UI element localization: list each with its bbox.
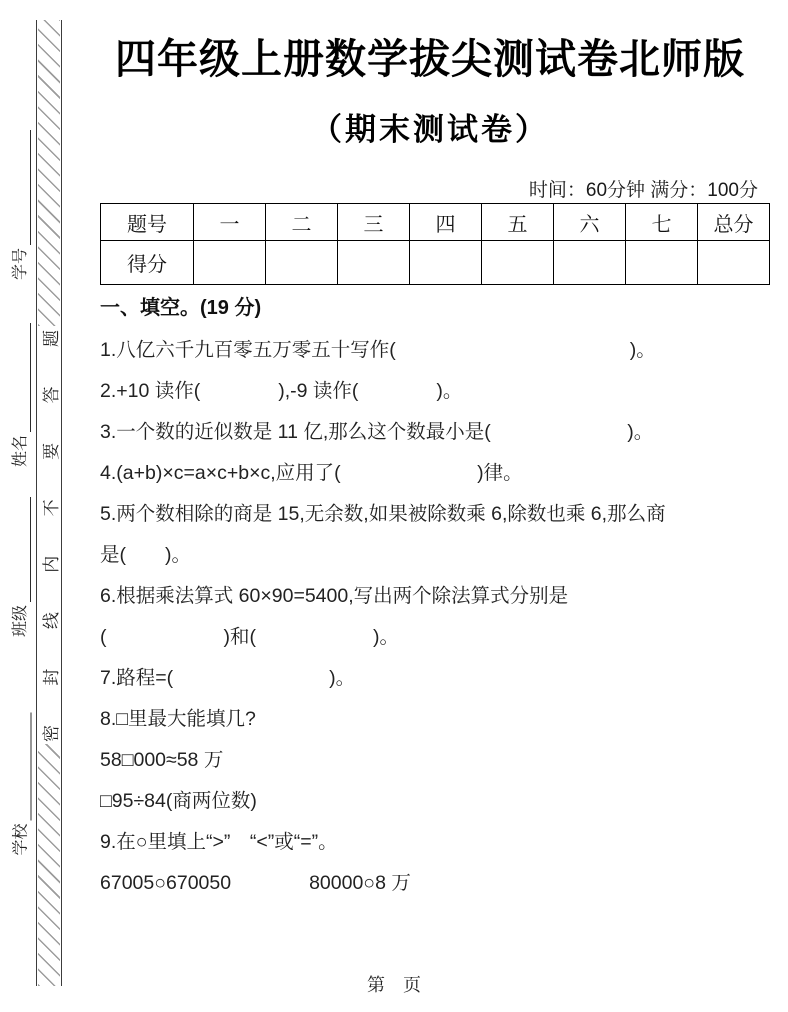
score-table-header-row	[101, 204, 770, 241]
question-line: 2.+10 读作( ),-9 读作( )。	[100, 380, 463, 402]
score-table-score-row	[101, 241, 770, 285]
score-table	[100, 203, 770, 285]
score-table-cell: 题号	[101, 204, 194, 241]
time-score-info: 时间：60分钟 满分：100分	[528, 180, 758, 201]
section-heading: 一、填空。(19 分)	[100, 297, 262, 319]
seal-char: 线	[41, 612, 61, 630]
student-name-label: 姓名	[12, 434, 29, 467]
score-table-cell: 总分	[698, 204, 770, 241]
student-school-blank-line	[9, 713, 32, 821]
score-table-empty-cell	[698, 241, 770, 285]
question-line: 4.(a+b)×c=a×c+b×c,应用了( )律。	[100, 462, 523, 484]
questions-section	[100, 292, 776, 904]
question-line: 1.八亿六千九百零五万零五十写作( )。	[100, 339, 656, 361]
score-table-empty-cell	[266, 241, 338, 285]
seal-line-band	[36, 20, 62, 986]
student-school-label: 学校	[12, 823, 30, 856]
seal-char: 答	[41, 386, 61, 404]
score-table-empty-cell	[482, 241, 554, 285]
paper-title: 四年级上册数学拔尖测试卷北师版	[115, 36, 745, 82]
score-table-cell: 一	[194, 204, 266, 241]
student-class-field	[9, 497, 31, 637]
question-line: 8.□里最大能填几?	[100, 708, 256, 730]
score-table-cell: 五	[482, 204, 554, 241]
score-table-cell: 二	[266, 204, 338, 241]
score-table-cell: 得分	[101, 241, 194, 285]
student-class-label: 班级	[12, 604, 29, 637]
question-line: 67005○670050 80000○8 万	[100, 872, 411, 894]
question-line: 9.在○里填上“>” “<”或“=”。	[100, 831, 338, 853]
question-line: ( )和( )。	[100, 626, 399, 648]
student-class-blank-line	[8, 497, 31, 602]
question-line: 7.路程=( )。	[100, 667, 356, 689]
score-table-empty-cell	[554, 241, 626, 285]
student-school-field	[10, 713, 32, 856]
paper-subtitle: （期末测试卷）	[311, 112, 549, 147]
score-table-cell: 七	[626, 204, 698, 241]
student-id-label: 学号	[12, 247, 29, 280]
student-name-blank-line	[8, 323, 31, 432]
score-table-empty-cell	[338, 241, 410, 285]
question-line: 5.两个数相除的商是 15,无余数,如果被除数乘 6,除数也乘 6,那么商	[100, 503, 666, 525]
score-table-cell: 六	[554, 204, 626, 241]
student-id-blank-line	[8, 130, 31, 245]
page-number-footer: 第 页	[367, 975, 421, 995]
seal-char: 密	[41, 725, 61, 742]
question-line: 58□000≈58 万	[100, 749, 224, 771]
score-table-cell: 三	[338, 204, 410, 241]
seal-line-text	[38, 330, 60, 742]
question-line: 3.一个数的近似数是 11 亿,那么这个数最小是( )。	[100, 421, 654, 443]
score-table-empty-cell	[626, 241, 698, 285]
score-table-cell: 四	[410, 204, 482, 241]
question-line: 6.根据乘法算式 60×90=5400,写出两个除法算式分别是	[100, 585, 569, 607]
score-table-empty-cell	[194, 241, 266, 285]
student-id-field	[9, 130, 31, 280]
seal-char: 要	[41, 442, 61, 460]
seal-char: 题	[41, 330, 61, 348]
seal-hatch-top	[38, 20, 60, 326]
student-name-field	[9, 323, 31, 467]
question-line: 是( )。	[100, 544, 191, 566]
question-line: □95÷84(商两位数)	[100, 790, 257, 812]
seal-char: 内	[41, 555, 61, 573]
score-table-empty-cell	[410, 241, 482, 285]
seal-hatch-bottom	[38, 744, 60, 986]
seal-char: 封	[41, 668, 61, 686]
seal-char: 不	[41, 499, 61, 517]
